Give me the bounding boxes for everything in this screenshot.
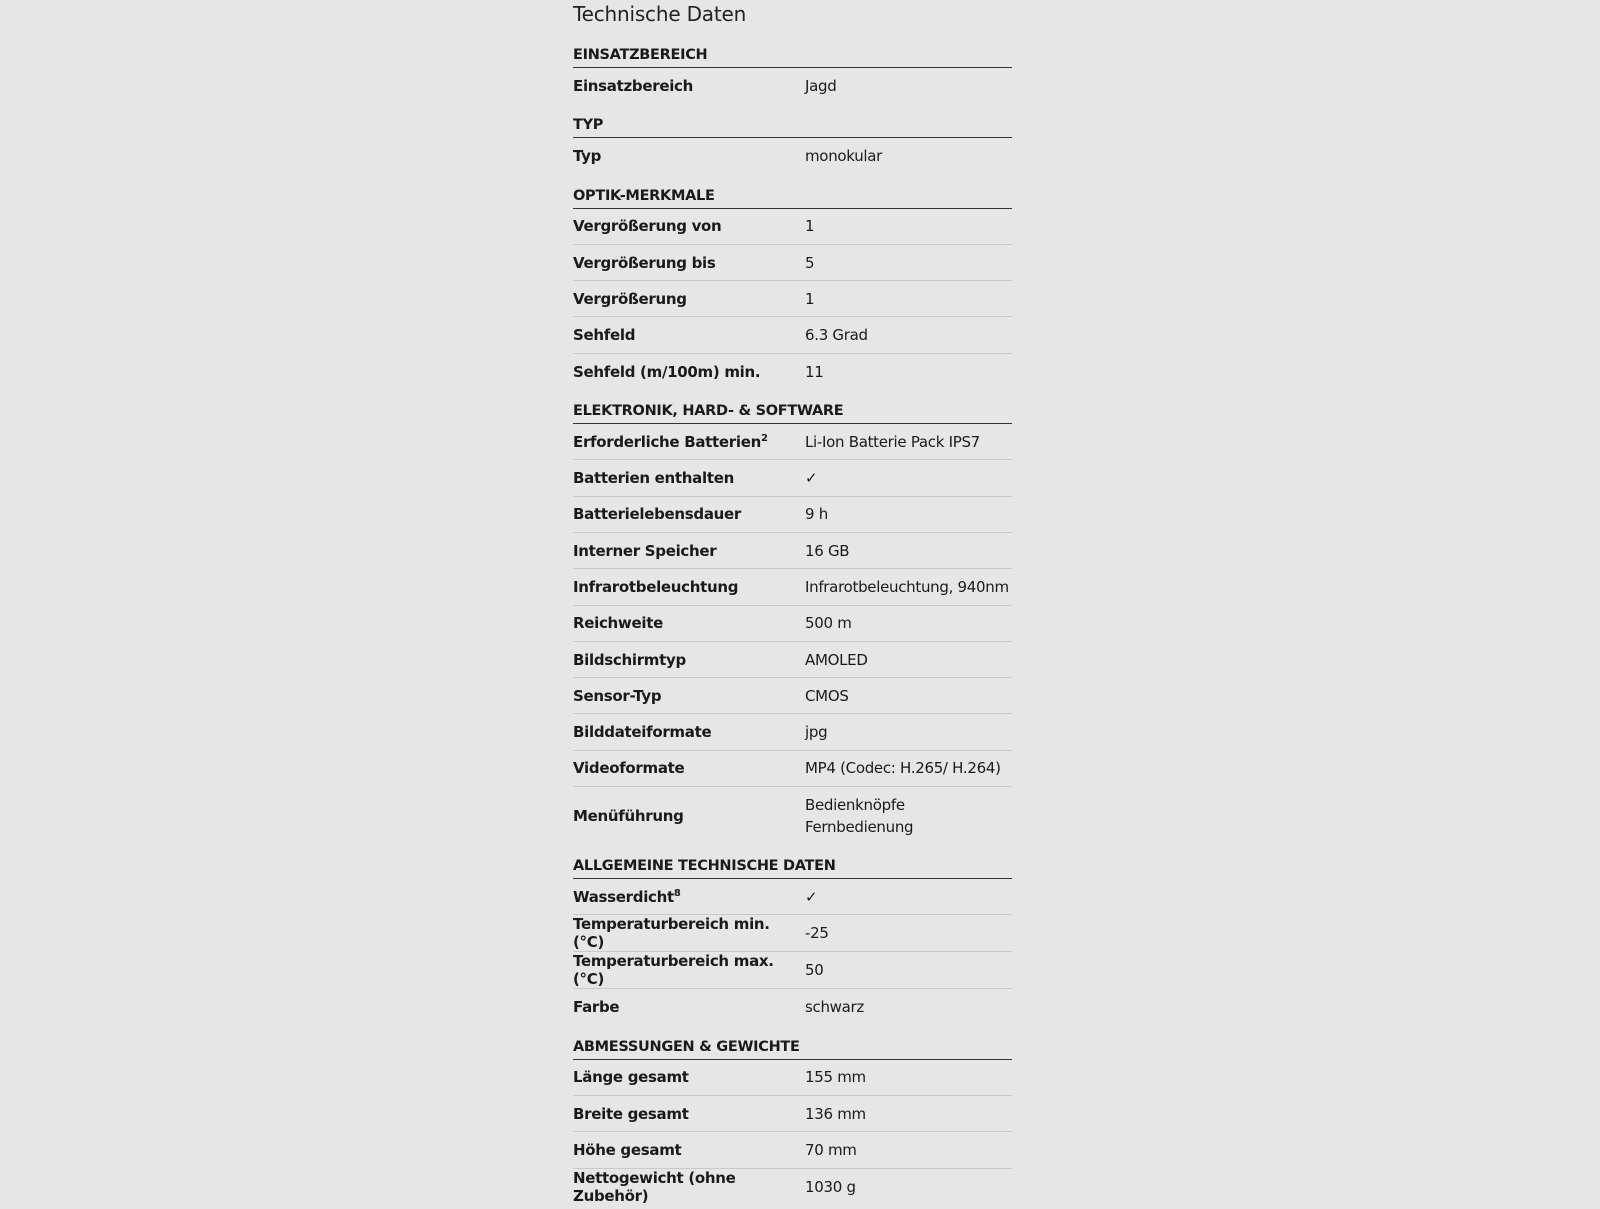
spec-value-text: jpg: [805, 723, 828, 742]
spec-row: [573, 678, 1012, 714]
spec-label-text: Videoformate: [573, 759, 685, 778]
spec-row: [573, 989, 1012, 1025]
spec-row: [573, 714, 1012, 750]
spec-value-text: 136 mm: [805, 1104, 866, 1123]
spec-label: [573, 578, 805, 596]
spec-value: [805, 1066, 1012, 1088]
spec-row: [573, 209, 1012, 245]
spec-label: [573, 77, 805, 95]
section-heading: TYP: [573, 108, 1012, 138]
spec-row: [573, 642, 1012, 678]
spec-row: [573, 751, 1012, 787]
spec-row: [573, 354, 1012, 390]
spec-value: [805, 576, 1012, 598]
spec-label: [573, 723, 805, 741]
spec-value: [805, 324, 1012, 346]
spec-sheet: [573, 0, 1012, 1209]
spec-row: [573, 138, 1012, 174]
spec-value-text: 1030 g: [805, 1177, 856, 1196]
spec-label: [573, 363, 805, 381]
spec-label-text: Erforderliche Batterien: [573, 432, 761, 451]
spec-label-text: Bildschirmtyp: [573, 650, 686, 669]
spec-label-text: Temperaturbereich min. (°C): [573, 915, 770, 952]
spec-row: [573, 1060, 1012, 1096]
spec-value: [805, 467, 1012, 489]
spec-value: [805, 922, 1012, 944]
spec-section: [573, 179, 1012, 390]
spec-value-text: -25: [805, 924, 829, 943]
spec-row: [573, 952, 1012, 989]
spec-value: [805, 685, 1012, 707]
spec-label-text: Reichweite: [573, 614, 663, 633]
spec-row: [573, 787, 1012, 845]
spec-label-text: Batterien enthalten: [573, 469, 734, 488]
spec-value: [805, 75, 1012, 97]
spec-value-text: CMOS: [805, 686, 849, 705]
spec-label-text: Sehfeld: [573, 326, 636, 345]
spec-label: [573, 1169, 805, 1205]
spec-label-text: Sehfeld (m/100m) min.: [573, 362, 761, 381]
spec-label: [573, 542, 805, 560]
spec-row: [573, 245, 1012, 281]
spec-row: [573, 915, 1012, 952]
spec-value-text: 11: [805, 362, 824, 381]
spec-value: [805, 757, 1012, 779]
spec-label-text: Interner Speicher: [573, 541, 717, 560]
spec-value: [805, 886, 1012, 908]
section-heading: OPTIK-MERKMALE: [573, 179, 1012, 209]
spec-value-text: monokular: [805, 147, 883, 166]
spec-value-text: Fernbedienung: [805, 818, 914, 837]
spec-row: [573, 533, 1012, 569]
spec-value-text: 500 m: [805, 614, 852, 633]
spec-label: [573, 433, 805, 451]
spec-label: [573, 290, 805, 308]
section-heading: ABMESSUNGEN & GEWICHTE: [573, 1030, 1012, 1060]
spec-section: [573, 108, 1012, 174]
spec-value-text: ✓: [805, 887, 818, 906]
spec-row: [573, 460, 1012, 496]
spec-value-text: Infrarotbeleuchtung, 940nm: [805, 577, 1009, 596]
spec-value-text: MP4 (Codec: H.265/ H.264): [805, 759, 1001, 778]
spec-label-text: Menüführung: [573, 807, 684, 826]
spec-label-text: Batterielebensdauer: [573, 505, 742, 524]
spec-value-text: 1: [805, 217, 815, 236]
spec-section: [573, 849, 1012, 1026]
spec-label-text: Bilddateiformate: [573, 723, 712, 742]
spec-label: [573, 651, 805, 669]
spec-row: [573, 879, 1012, 915]
spec-label-text: Breite gesamt: [573, 1104, 689, 1123]
spec-value: [805, 252, 1012, 274]
spec-label: [573, 469, 805, 487]
page-title: Technische Daten: [573, 2, 747, 26]
spec-value: [805, 503, 1012, 525]
spec-label: [573, 326, 805, 344]
spec-row: [573, 497, 1012, 533]
spec-section: [573, 394, 1012, 845]
spec-label-text: Vergrößerung von: [573, 217, 722, 236]
spec-value: [805, 1103, 1012, 1125]
spec-label: [573, 888, 805, 906]
spec-label-text: Wasserdicht: [573, 887, 674, 906]
spec-value: [805, 612, 1012, 634]
section-heading: ELEKTRONIK, HARD- & SOFTWARE: [573, 394, 1012, 424]
spec-value: [805, 361, 1012, 383]
spec-row: [573, 606, 1012, 642]
spec-value: [805, 431, 1012, 453]
section-heading: ALLGEMEINE TECHNISCHE DATEN: [573, 849, 1012, 879]
spec-value-text: 6.3 Grad: [805, 326, 868, 345]
spec-value-text: 1: [805, 289, 815, 308]
spec-value: [805, 1176, 1012, 1198]
spec-label: [573, 505, 805, 523]
spec-value-text: 16 GB: [805, 541, 850, 560]
spec-label-text: Infrarotbeleuchtung: [573, 577, 739, 596]
spec-value-text: ✓: [805, 469, 818, 488]
section-heading: EINSATZBEREICH: [573, 38, 1012, 68]
spec-label: [573, 147, 805, 165]
spec-label: [573, 614, 805, 632]
spec-label-text: Temperaturbereich max. (°C): [573, 952, 774, 989]
spec-label-text: Nettogewicht (ohne Zubehör): [573, 1168, 736, 1205]
spec-label: [573, 807, 805, 825]
spec-value-text: 5: [805, 253, 815, 272]
spec-label: [573, 759, 805, 777]
spec-label-text: Vergrößerung: [573, 289, 687, 308]
spec-value: [805, 145, 1012, 167]
spec-label-text: Typ: [573, 147, 602, 166]
spec-label-text: Vergrößerung bis: [573, 253, 716, 272]
spec-label: [573, 687, 805, 705]
spec-label: [573, 254, 805, 272]
spec-section: [573, 38, 1012, 104]
spec-row: [573, 424, 1012, 460]
spec-value-text: AMOLED: [805, 650, 868, 669]
spec-label: [573, 1105, 805, 1123]
spec-value: [805, 1139, 1012, 1161]
spec-value-text: 50: [805, 961, 824, 980]
spec-label-text: Einsatzbereich: [573, 77, 694, 96]
spec-value: [805, 540, 1012, 562]
spec-value-text: schwarz: [805, 998, 864, 1017]
spec-value: [805, 794, 1012, 838]
spec-row: [573, 68, 1012, 104]
spec-section: [573, 1030, 1012, 1205]
spec-row: [573, 1169, 1012, 1205]
spec-label-text: Länge gesamt: [573, 1068, 689, 1087]
spec-label: [573, 952, 805, 988]
spec-label-text: Höhe gesamt: [573, 1140, 682, 1159]
spec-value-text: 9 h: [805, 505, 828, 524]
spec-value-text: Bedienknöpfe: [805, 796, 905, 815]
spec-sections: [573, 38, 1012, 1205]
spec-value-text: Jagd: [805, 77, 837, 96]
spec-label: [573, 998, 805, 1016]
spec-row: [573, 317, 1012, 353]
spec-label: [573, 1141, 805, 1159]
spec-value: [805, 649, 1012, 671]
spec-label-text: Sensor-Typ: [573, 686, 662, 705]
spec-value: [805, 215, 1012, 237]
footnote-marker: 2: [761, 432, 768, 444]
spec-label: [573, 217, 805, 235]
spec-value-text: Li-Ion Batterie Pack IPS7: [805, 432, 980, 451]
spec-row: [573, 281, 1012, 317]
spec-label: [573, 1068, 805, 1086]
spec-value: [805, 288, 1012, 310]
spec-value: [805, 959, 1012, 981]
spec-label-text: Farbe: [573, 998, 620, 1017]
spec-label: [573, 915, 805, 951]
spec-value: [805, 996, 1012, 1018]
spec-row: [573, 1096, 1012, 1132]
spec-value-text: 155 mm: [805, 1068, 866, 1087]
spec-value: [805, 721, 1012, 743]
spec-row: [573, 1132, 1012, 1168]
spec-row: [573, 569, 1012, 605]
footnote-marker: 8: [673, 887, 681, 899]
spec-value-text: 70 mm: [805, 1140, 857, 1159]
